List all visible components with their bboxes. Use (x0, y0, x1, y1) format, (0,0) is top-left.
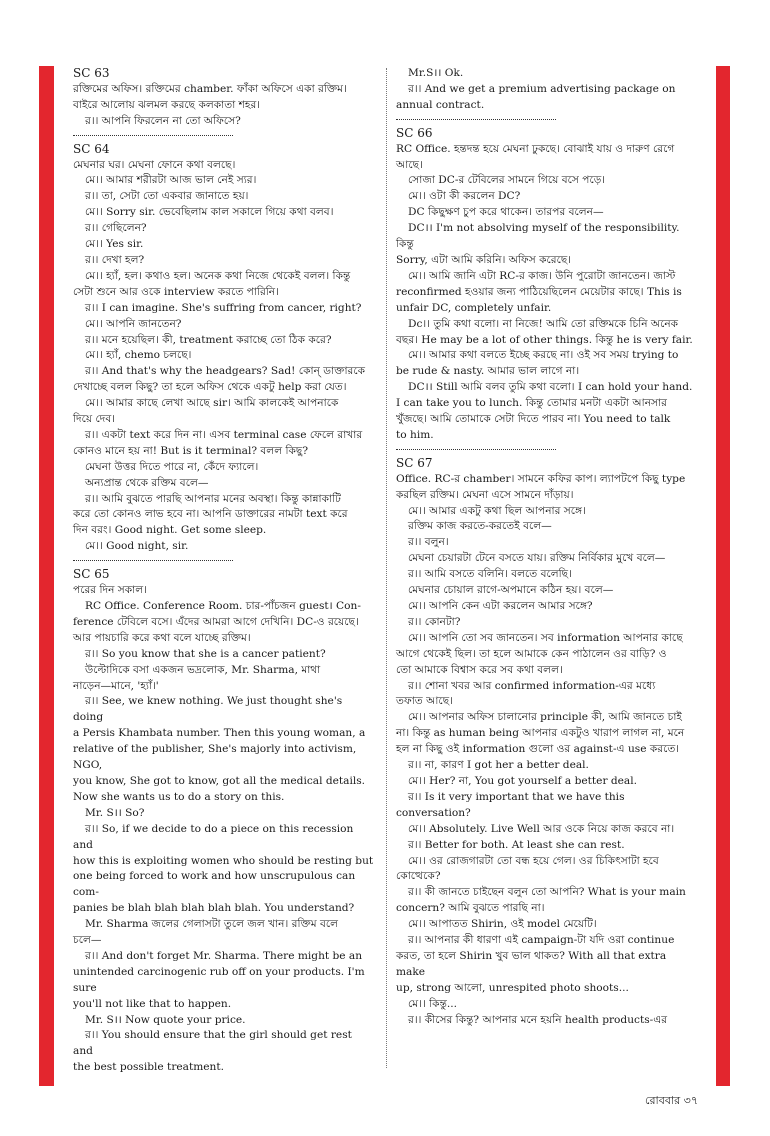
script-line: র।। Is it very important that we have this conversation? (396, 790, 625, 819)
script-line: র।। And that's why the headgears? Sad! কোন্‌ ডাক্তারকে (85, 365, 366, 378)
script-line: মে।। আমার কাছে লেখা আছে sir। আমি কালকেই আপনাকে (85, 397, 339, 410)
script-line: Mr. Sharma জলের গেলাসটা তুলে জল খান। রক্তিম বলে (85, 918, 339, 931)
script-line: খুঁজছে। আমি তোমাকে সেটা দিতে পারব না। You need to talk (396, 413, 671, 426)
script-line: মে।। আমার শরীরটা আজ ভাল নেই স্যর। (85, 174, 257, 187)
script-line: দেখাচ্ছে বলল কিছু? তা হলে অফিস থেকে একটু help করা যেত। (73, 381, 347, 394)
script-line: মেঘনা চেয়ারটা টেনে বসতে যায়। রক্তিম নির্বিকার মুখে বলে— (408, 552, 666, 565)
script-line: concern? আমি বুঝতে পারছি না। (396, 902, 545, 915)
script-line: র।। আপনার কী ধারণা এই campaign-টা যদি ওরা continue (408, 934, 675, 947)
script-line: one being forced to work and how unscrupulous can com- (73, 870, 356, 899)
script-line: up, strong আলো, unrespited photo shoots... (396, 981, 629, 994)
script-line: র।। মনে হয়েছিল। কী, treatment করাচ্ছে তো ঠিক করে? (85, 333, 332, 346)
script-line: র।। কী জানতে চাইছেন বলুন তো আপনি? What is your main (408, 886, 686, 899)
script-line: the best possible treatment. (73, 1061, 224, 1074)
script-line: Mr. S।। Now quote your price. (85, 1013, 246, 1026)
script-line: মে।। আমার কথা বলতে ইচ্ছে করছে না। ওই সব সময় trying to (408, 349, 679, 362)
script-line: বছর। He may be a lot of other things. কিন্তু he is very fair. (396, 333, 693, 346)
script-line: র।। So, if we decide to do a piece on this recession and (73, 822, 354, 851)
scene-separator (396, 118, 556, 120)
script-line: মে।। কিন্তু... (408, 997, 457, 1010)
script-line: র।। So you know that she is a cancer patient? (85, 647, 326, 660)
script-line: মে।। আমি জানি এটা RC-র কাজ। উনি পুরোটা জানতেন। জাস্ট (408, 269, 676, 282)
script-line: মে।। হ্যাঁ, chemo চলছে। (85, 349, 192, 362)
script-line: DC।। I'm not absolving myself of the responsibility. কিন্তু (396, 222, 680, 251)
script-line: Mr.S।। Ok. (408, 67, 464, 79)
script-line: অন্যপ্রান্ত থেকে রক্তিম বলে— (85, 476, 209, 489)
scene-heading: SC 66 (396, 125, 433, 140)
scene-heading: SC 67 (396, 455, 433, 470)
script-line: রক্তিমের অফিস। রক্তিমের chamber. ফাঁকা অফিসে একা রক্তিম। (73, 82, 347, 95)
script-line: তো আমাকে বিশ্বাস করে সব কথা বলল। (396, 663, 563, 676)
script-line: কোনও মানে হয় না! But is it terminal? বলল কিছু? (73, 444, 308, 457)
script-line: র।। দেখা হল? (85, 253, 145, 266)
script-line: মে।। আপনি জানতেন? (85, 317, 182, 330)
scene-separator (73, 559, 233, 561)
script-line: মে।। আপনি তো সব জানতেন। সব information আপনার কাছে (408, 631, 683, 644)
script-line: মে।। আপনি কেন এটা করলেন আমার সঙ্গে? (408, 600, 593, 612)
script-line: কোত্থেকে? (396, 870, 441, 883)
script-line: করে তো কোনও লাভ হবে না। আপনি ডাক্তারের নামটা text করে (73, 508, 348, 521)
script-line: annual contract. (396, 98, 485, 111)
scene-heading: SC 63 (73, 66, 110, 80)
script-line: র।। I can imagine. She's suffring from cancer, right? (85, 301, 362, 314)
script-line: র।। কীসের কিন্তু? আপনার মনে হয়নি health products-এর (408, 1013, 668, 1026)
script-line: আর পায়চারি করে কথা বলে যাচ্ছে রক্তিম। (73, 631, 251, 644)
script-line: I can take you to lunch. কিন্তু তোমার মনটা একটা আনসার (396, 397, 667, 410)
left-red-margin-bar (39, 66, 54, 1086)
script-line: you know, She got to know, got all the medical details. (73, 774, 366, 787)
right-text-column (396, 66, 698, 1028)
script-line: মে।। আপনার অফিস চালানোর principle কী, আমি জানতে চাই (408, 711, 682, 724)
script-line: র।। আপনি ফিরলেন না তো অফিসে? (85, 114, 241, 127)
script-line: DC।। Still আমি বলব তুমি কথা বলো। I can hold your hand. (408, 381, 693, 394)
script-line: দিয়ে দেব। (73, 413, 116, 426)
script-line: to him. (396, 428, 434, 441)
script-line: মে।। আপাতত Shirin, ওই model মেয়েটি। (408, 918, 597, 931)
script-line: করছিল রক্তিম। মেঘনা এসে সামনে দাঁড়ায়। (396, 488, 574, 501)
script-line: উল্টোদিকে বসা একজন ভদ্রলোক, Mr. Sharma, মাথা (85, 663, 321, 676)
script-line: RC Office. হন্তদন্ত হয়ে মেঘনা ঢুকছে। বোঝাই যায় ও দারুণ রেগে (396, 142, 675, 155)
script-line: মেঘনার চোয়াল রাগে-অপমানে কঠিন হয়। বলে— (408, 584, 614, 597)
scene-separator (396, 448, 556, 450)
script-line: র।। তা, সেটা তো একবার জানাতে হয়। (85, 190, 249, 203)
script-line: relative of the publisher, She's majorly into activism, NGO, (73, 743, 357, 772)
script-line: পরের দিন সকাল। (73, 584, 147, 597)
script-line: আছে। (396, 158, 423, 171)
script-line: মে।। ওটা কী করলেন DC? (408, 190, 521, 203)
script-line: মেঘনা উত্তর দিতে পারে না, কেঁদে ফ্যালে। (85, 460, 259, 473)
column-divider (386, 68, 387, 1068)
script-line: be rude & nasty. আমার ভাল লাগে না। (396, 365, 580, 378)
page-footer: রোববার ৩৭ (645, 1094, 698, 1107)
script-line: র।। See, we knew nothing. We just thought she's doing (73, 695, 343, 724)
script-line: Now she wants us to do a story on this. (73, 790, 285, 803)
scene-heading: SC 64 (73, 141, 110, 156)
script-line: র।। গেছিলেন? (85, 222, 147, 235)
script-line: না। কিন্তু as human being আপনার একটুও খারাপ লাগল না, মনে (396, 727, 685, 740)
script-line: তফাত আছে। (396, 695, 453, 708)
script-line: আগে থেকেই ছিল। তা হলে আমাকে কেন পাঠালেন ওর বাড়ি? ও (396, 647, 667, 660)
script-line: র।। You should ensure that the girl should get rest and (73, 1029, 352, 1058)
script-line: নাড়েন—মানে, 'হ্যাঁ।' (73, 679, 159, 692)
left-text-column (73, 66, 375, 1076)
script-line: র।। একটা text করে দিন না। এসব terminal case ফেলে রাখার (85, 428, 363, 441)
script-line: reconfirmed হওয়ার জন্য পাঠিয়েছিলেন মেয়েটার কাছে। This is (396, 285, 682, 298)
script-line: Office. RC-র chamber। সামনে কফির কাপ। ল্যাপটপে কিছু type (396, 472, 686, 485)
script-line: Dc।। তুমি কথা বলো। না নিজে! আমি তো রক্তিমকে চিনি অনেক (408, 317, 679, 330)
script-line: মে।। Good night, sir. (85, 540, 189, 553)
script-line: মে।। ওর রোজগারটা তো বন্ধ হয়ে গেল। ওর চিকিৎসাটা হবে (408, 854, 659, 867)
scene-heading: SC 65 (73, 567, 110, 582)
right-red-margin-bar (716, 66, 730, 1086)
script-line: বাইরে আলোয় ঝলমল করছে কলকাতা শহর। (73, 98, 261, 111)
script-line: RC Office. Conference Room. চার-পাঁচজন guest। Con- (85, 600, 361, 612)
script-line: panies be blah blah blah blah blah. You understand? (73, 902, 355, 915)
script-line: চলে— (73, 934, 102, 947)
script-line: র।। শোনা খবর আর confirmed information-এর মধ্যে (408, 679, 656, 692)
script-line: মেঘনার ঘর। মেঘনা ফোনে কথা বলছে। (73, 158, 236, 171)
script-line: how this is exploiting women who should be resting but (73, 854, 374, 867)
script-line: মে।। Yes sir. (85, 238, 144, 251)
script-line: unfair DC, completely unfair. (396, 301, 552, 314)
script-line: মে।। Sorry sir. ভেবেছিলাম কাল সকালে গিয়ে কথা বলব। (85, 206, 334, 219)
script-line: রক্তিম কাজ করতে-করতেই বলে— (408, 520, 552, 533)
script-line: হল না কিছু ওই information গুলো ওর against-এ use করতে। (396, 743, 680, 756)
script-line: র।। And don't forget Mr. Sharma. There might be an (85, 949, 363, 962)
script-line: you'll not like that to happen. (73, 997, 232, 1010)
script-line: র।। Better for both. At least she can rest. (408, 838, 625, 851)
script-line: র।। And we get a premium advertising package on (408, 82, 676, 95)
script-line: র।। না, কারণ I got her a better deal. (408, 759, 589, 772)
script-line: র।। আমি বুঝতে পারছি আপনার মনের অবস্থা। কিন্তু কান্নাকাটি (85, 492, 341, 505)
script-line: সোজা DC-র টেবিলের সামনে গিয়ে বসে পড়ে। (408, 174, 606, 187)
script-line: মে।। আমার একটু কথা ছিল আপনার সঙ্গে। (408, 504, 586, 517)
script-line: a Persis Khambata number. Then this young woman, a (73, 727, 366, 740)
script-line: Sorry, এটা আমি করিনি। অফিস করেছে। (396, 253, 572, 266)
script-line: ference টেবিলে বসে। এঁদের আমরা আগে দেখিনি। DC-ও রয়েছে। (73, 615, 359, 628)
script-line: unintended carcinogenic rub off on your products. I'm sure (73, 965, 365, 994)
script-line: সেটা শুনে আর ওকে interview করতে পারিনি। (73, 285, 279, 298)
script-line: মে।। হ্যাঁ, হল। কথাও হল। অনেক কথা নিজে থেকেই বলল। কিন্তু (85, 269, 351, 282)
script-line: দিন বরং। Good night. Get some sleep. (73, 524, 267, 537)
script-line: মে।। Absolutely. Live Well আর ওকে নিয়ে কাজ করবে না। (408, 822, 675, 835)
script-line: র।। কোনটা? (408, 615, 461, 628)
script-line: মে।। Her? না, You got yourself a better deal. (408, 774, 638, 787)
script-line: DC কিছুক্ষণ চুপ করে থাকেন। তারপর বলেন— (408, 206, 604, 219)
script-line: করত, তা হলে Shirin খুব ভাল থাকত? With all that extra make (396, 949, 667, 978)
script-line: Mr. S।। So? (85, 806, 145, 819)
script-line: র।। আমি বসতে বলিনি। বলতে বলেছি। (408, 568, 572, 581)
scene-separator (73, 134, 233, 136)
script-line: র।। বলুন। (408, 536, 449, 549)
